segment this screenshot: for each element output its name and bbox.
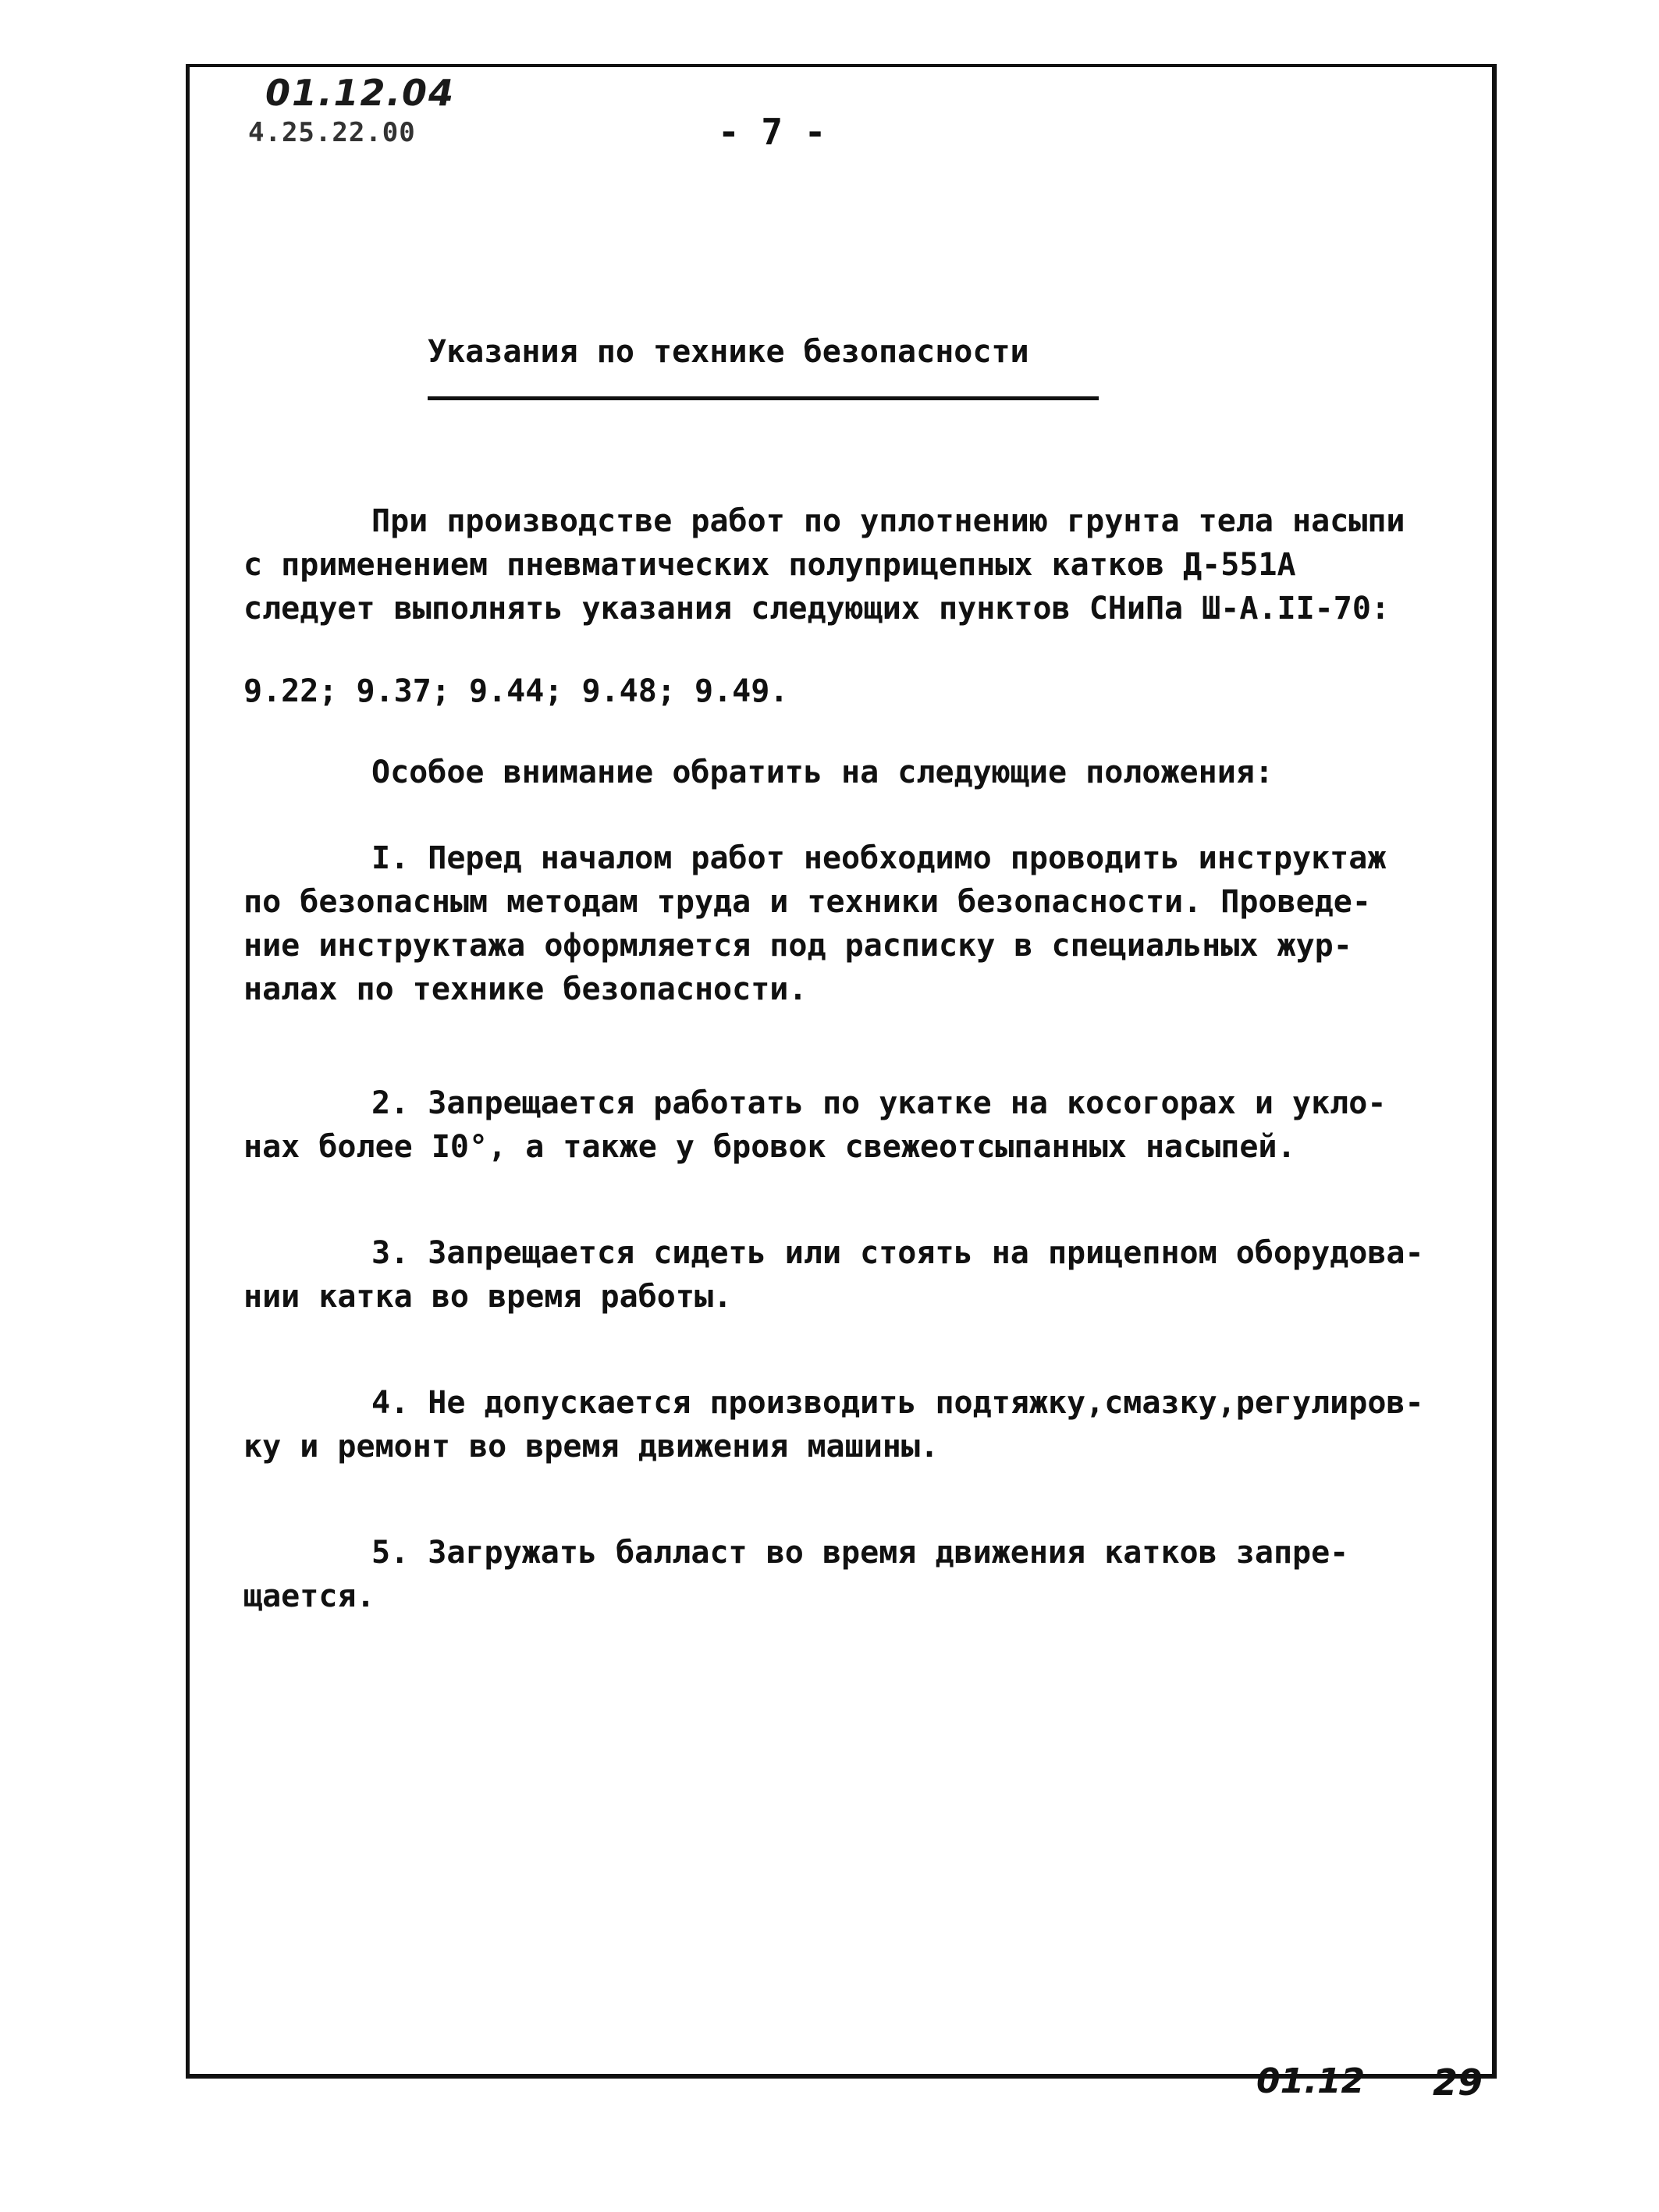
list-item-line: ние инструктажа оформляется под расписку в специальных жур- [243, 928, 1352, 964]
list-item-line: налах по технике безопасности. [243, 971, 808, 1007]
page-number: - 7 - [718, 111, 826, 153]
handwritten-date-stamp: 01.12.04 [265, 72, 455, 114]
list-item-line: нии катка во время работы. [243, 1279, 733, 1315]
list-item-line: нах более I0°, а также у бровок свежеотсыпанных насыпей. [243, 1129, 1296, 1165]
list-item-4 [243, 1381, 1484, 1468]
list-item-line: щается. [243, 1578, 375, 1614]
list-item-line: по безопасным методам труда и техники безопасности. Проведе- [243, 884, 1371, 920]
list-item-1 [243, 836, 1484, 1011]
list-item-3 [243, 1231, 1484, 1319]
list-item-line: 4. Не допускается производить подтяжку,смазку,регулиров- [371, 1385, 1424, 1421]
list-item-line: ку и ремонт во время движения машины. [243, 1429, 940, 1465]
list-item-line: 3. Запрещается сидеть или стоять на прицепном оборудова- [371, 1235, 1424, 1271]
list-item-5 [243, 1531, 1484, 1618]
attention-line: Особое внимание обратить на следующие положения: [371, 754, 1274, 790]
document-code: 4.25.22.00 [248, 117, 416, 148]
list-item-line: 5. Загружать балласт во время движения катков запре- [371, 1535, 1349, 1571]
intro-line: с применением пневматических полуприцепных катков Д-551А [243, 547, 1296, 583]
list-item-2 [243, 1081, 1484, 1169]
section-title: Указания по технике безопасности [428, 334, 1029, 370]
intro-paragraph [243, 499, 1484, 630]
clause-list: 9.22; 9.37; 9.44; 9.48; 9.49. [243, 673, 789, 709]
footer-stamp: 01.12 [1256, 2061, 1366, 2101]
sheet-number: 29 [1433, 2061, 1483, 2104]
intro-line: При производстве работ по уплотнению грунта тела насыпи [371, 503, 1405, 539]
list-item-line: I. Перед началом работ необходимо проводить инструктаж [371, 840, 1387, 876]
list-item-line: 2. Запрещается работать по укатке на косогорах и укло- [371, 1085, 1387, 1121]
intro-line: следует выполнять указания следующих пунктов СНиПа Ш-А.II-70: [243, 591, 1391, 627]
title-underline [428, 396, 1099, 400]
